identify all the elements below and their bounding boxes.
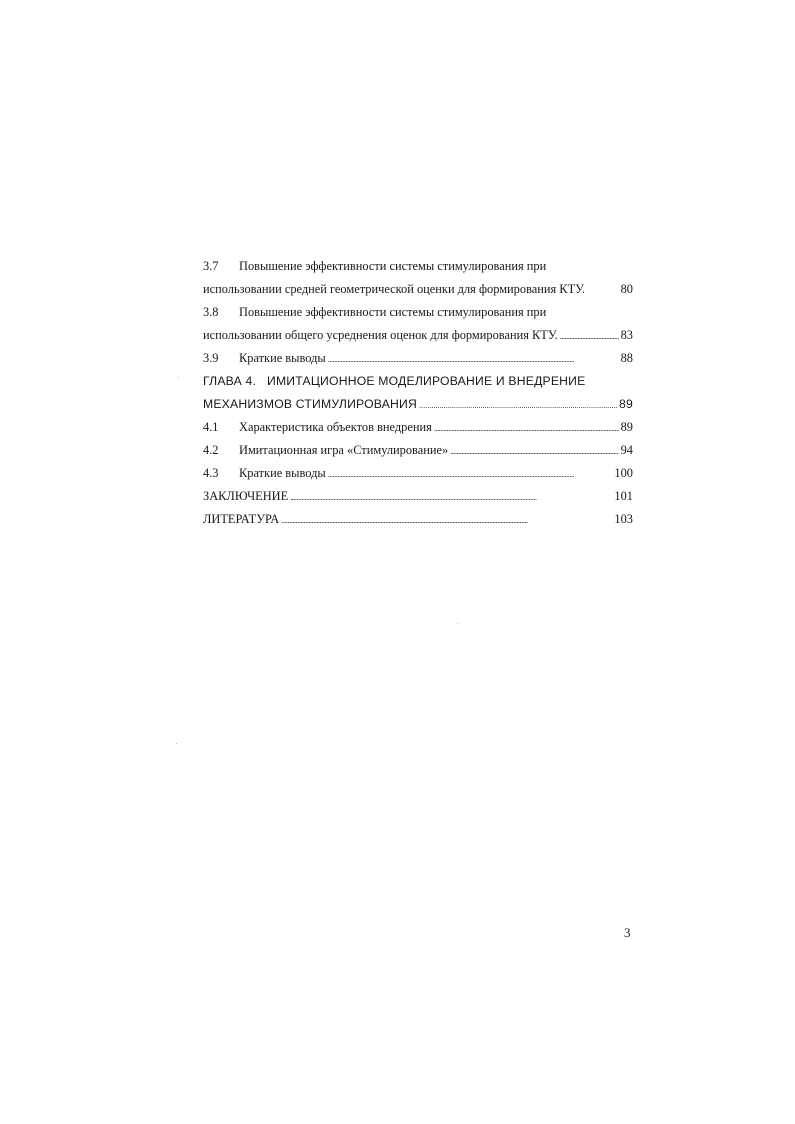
leader-dots — [328, 462, 613, 486]
page-ref: 94 — [620, 443, 633, 457]
toc-entry-4-3 — [203, 462, 633, 485]
toc-entry-literature — [203, 508, 633, 531]
toc-chapter-4-line2 — [203, 393, 633, 416]
section-title: Краткие выводы — [239, 351, 326, 365]
toc-entry-conclusion — [203, 485, 633, 508]
section-title: Имитационная игра «Стимулирование» — [239, 443, 449, 457]
toc-entry-4-1 — [203, 416, 633, 439]
table-of-contents — [203, 255, 633, 531]
section-number: 3.9 — [203, 351, 219, 365]
toc-entry-3-7-line2 — [203, 278, 633, 301]
section-number: 3.8 — [203, 305, 219, 319]
scan-speck — [176, 743, 177, 744]
section-title-continued: использовании общего усреднения оценок для формирования КТУ. — [203, 328, 558, 342]
page-ref: 80 — [620, 282, 633, 296]
page-ref: 103 — [614, 512, 633, 526]
section-number: 3.7 — [203, 259, 219, 273]
leader-dots — [328, 347, 619, 371]
section-title: Краткие выводы — [239, 466, 326, 480]
page-ref: 83 — [620, 328, 633, 342]
leader-dots — [434, 416, 619, 440]
section-title: Повышение эффективности системы стимулирования при — [239, 259, 547, 273]
scan-speck — [178, 377, 179, 378]
page-ref: 101 — [614, 489, 633, 503]
leader-dots — [560, 324, 619, 348]
page-ref: 89 — [619, 397, 633, 411]
section-title: Повышение эффективности системы стимулирования при — [239, 305, 547, 319]
section-number: 4.1 — [203, 420, 219, 434]
section-title: ЛИТЕРАТУРА — [203, 512, 280, 526]
page-ref: 88 — [620, 351, 633, 365]
toc-entry-3-8-line2 — [203, 324, 633, 347]
scan-speck — [457, 623, 458, 624]
chapter-title-continued: МЕХАНИЗМОВ СТИМУЛИРОВАНИЯ — [203, 397, 418, 411]
leader-dots — [419, 393, 617, 417]
chapter-number: ГЛАВА 4. — [203, 374, 257, 388]
leader-dots — [281, 508, 612, 532]
page-number: 3 — [624, 925, 631, 940]
toc-entry-4-2 — [203, 439, 633, 462]
toc-entry-3-8-line1 — [203, 301, 633, 324]
page-ref: 89 — [620, 420, 633, 434]
section-title: Характеристика объектов внедрения — [239, 420, 432, 434]
chapter-title: ИМИТАЦИОННОЕ МОДЕЛИРОВАНИЕ И ВНЕДРЕНИЕ — [267, 374, 586, 388]
section-title-continued: использовании средней геометрической оценки для формирования КТУ. — [203, 282, 585, 296]
leader-dots — [450, 439, 618, 463]
section-title: ЗАКЛЮЧЕНИЕ — [203, 489, 289, 503]
section-number: 4.2 — [203, 443, 219, 457]
toc-entry-3-9 — [203, 347, 633, 370]
page-ref: 100 — [614, 466, 633, 480]
toc-chapter-4-line1 — [203, 370, 633, 393]
section-number: 4.3 — [203, 466, 219, 480]
toc-entry-3-7-line1 — [203, 255, 633, 278]
leader-dots — [290, 485, 612, 509]
